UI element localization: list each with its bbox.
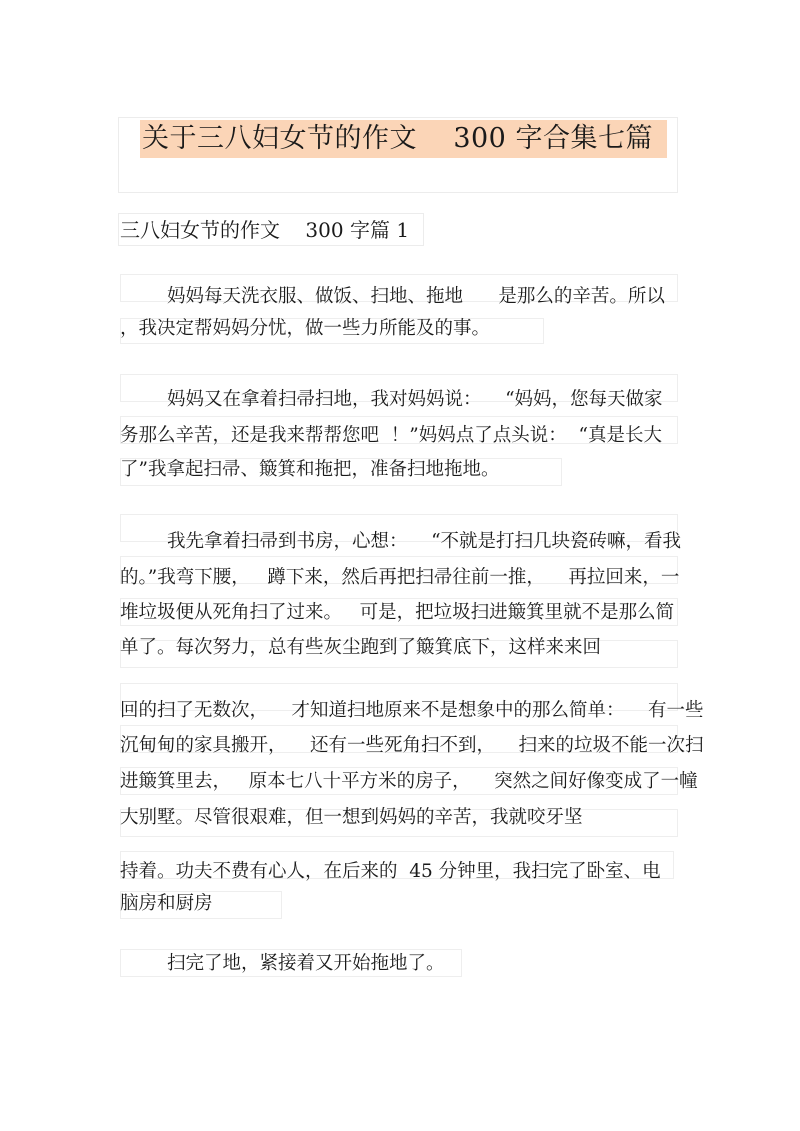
paragraph-line: ，我决定帮妈妈分忧，做一些力所能及的事。	[120, 318, 491, 339]
paragraph-line: 回的扫了无数次， 才知道扫地原来不是想象中的那么简单： 有一些	[120, 700, 704, 721]
paragraph-line: 大别墅。尽管很艰难，但一想到妈妈的辛苦，我就咬牙坚	[120, 807, 583, 828]
paragraph-line: 进簸箕里去， 原本七八十平方米的房子， 突然之间好像变成了一幢	[120, 771, 698, 792]
section-heading: 三八妇女节的作文 300 字篇 1	[120, 218, 410, 242]
paragraph-line: 沉甸甸的家具搬开， 还有一些死角扫不到， 扫来的垃圾不能一次扫	[120, 735, 704, 756]
paragraph-line: 了”我拿起扫帚、簸箕和拖把，准备扫地拖地。	[120, 459, 500, 480]
paragraph-line: 堆垃圾便从死角扫了过来。 可是，把垃圾扫进簸箕里就不是那么简	[120, 602, 675, 623]
paragraph-line: 我先拿着扫帚到书房，心想： “不就是打扫几块瓷砖嘛，看我	[120, 531, 682, 552]
paragraph-line: 务那么辛苦，还是我来帮帮您吧 ！”妈妈点了点头说： “真是长大	[120, 425, 662, 446]
paragraph-line: 单了。每次努力，总有些灰尘跑到了簸箕底下，这样来来回	[120, 637, 602, 658]
paragraph-line: 妈妈又在拿着扫帚扫地，我对妈妈说： “妈妈，您每天做家	[120, 389, 663, 410]
paragraph-line: 的。”我弯下腰， 蹲下来，然后再把扫帚往前一推， 再拉回来，一	[120, 567, 680, 588]
paragraph-line: 妈妈每天洗衣服、做饭、扫地、拖地 是那么的辛苦。所以	[120, 286, 665, 307]
document-title: 关于三八妇女节的作文 300 字合集七篇	[140, 120, 667, 158]
paragraph-line: 脑房和厨房	[120, 893, 213, 914]
paragraph-line: 持着。功夫不费有心人，在后来的 45 分钟里，我扫完了卧室、电	[120, 861, 661, 882]
paragraph-line: 扫完了地，紧接着又开始拖地了。	[120, 953, 445, 974]
